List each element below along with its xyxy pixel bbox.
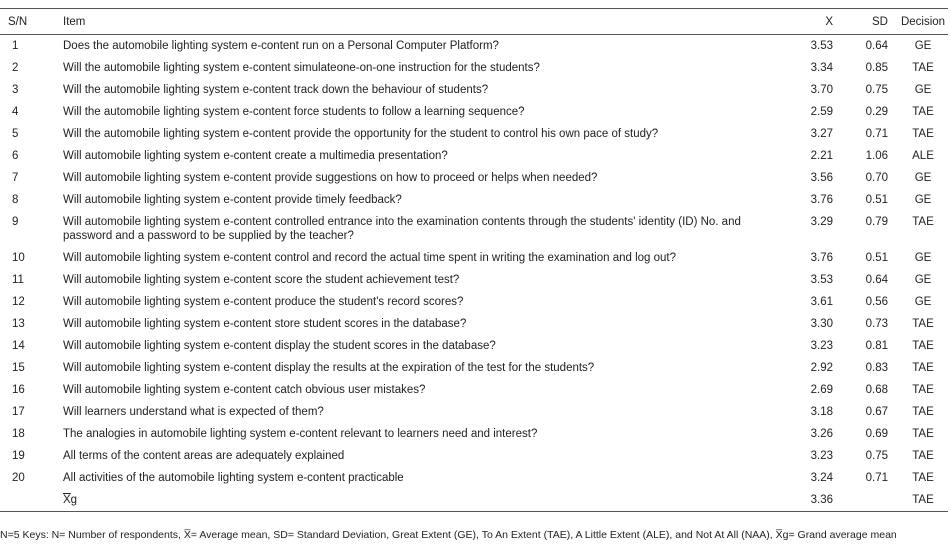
- table-row: [0, 467, 948, 489]
- cell-item: All terms of the content areas are adequately explained: [63, 450, 345, 462]
- cell-sd: 0.51: [865, 252, 888, 264]
- cell-x: 3.76: [810, 252, 833, 264]
- table-row: [0, 445, 948, 467]
- cell-sd: 0.64: [865, 274, 888, 286]
- cell-sn: 1: [12, 40, 19, 52]
- cell-decision: TAE: [912, 362, 934, 374]
- cell-sd: 0.79: [865, 216, 888, 228]
- cell-x: 3.26: [810, 428, 833, 440]
- table-row: [0, 101, 948, 123]
- cell-sn: 4: [12, 106, 19, 118]
- cell-sd: 0.71: [865, 128, 888, 140]
- cell-x: 3.56: [810, 172, 833, 184]
- table-footnote: N=5 Keys: N= Number of respondents, X̅= Average mean, SD= Standard Deviation, Great Extent (GE), To An Extent (TAE), A Little Extent (ALE), and Not At All (NAA), X̅g= Grand average mean: [0, 529, 897, 541]
- summary-x: 3.36: [779, 489, 843, 512]
- cell-item: The analogies in automobile lighting system e-content relevant to learners need and interest?: [63, 428, 538, 440]
- cell-sd: 0.71: [865, 472, 888, 484]
- table-row: [0, 291, 948, 313]
- cell-sn: 18: [12, 428, 25, 440]
- header-decision: Decision: [898, 9, 948, 35]
- cell-sd: 0.51: [865, 194, 888, 206]
- cell-item: Does the automobile lighting system e-content run on a Personal Computer Platform?: [63, 40, 499, 52]
- cell-x: 3.53: [810, 274, 833, 286]
- cell-decision: TAE: [912, 318, 934, 330]
- cell-sd: 1.06: [865, 150, 888, 162]
- cell-decision: TAE: [912, 340, 934, 352]
- cell-decision: TAE: [912, 128, 934, 140]
- cell-item: Will automobile lighting system e-content provide suggestions on how to proceed or helps when needed?: [63, 172, 598, 184]
- cell-sd: 0.75: [865, 450, 888, 462]
- cell-decision: GE: [914, 194, 932, 206]
- table-row: [0, 57, 948, 79]
- results-table: [0, 8, 948, 512]
- cell-x: 2.69: [810, 384, 833, 396]
- cell-item: Will automobile lighting system e-content catch obvious user mistakes?: [63, 384, 426, 396]
- cell-sd: 0.68: [865, 384, 888, 396]
- cell-sd: 0.83: [865, 362, 888, 374]
- table-row: [0, 167, 948, 189]
- cell-item: Will the automobile lighting system e-content force students to follow a learning sequence?: [63, 106, 525, 118]
- header-sn: S/N: [0, 9, 61, 35]
- grand-mean-symbol: $\overline{X}$: [63, 494, 71, 506]
- cell-sn: 15: [12, 362, 25, 374]
- cell-item: Will automobile lighting system e-content control and record the actual time spent in writing the examination and log out?: [63, 252, 677, 264]
- cell-sn: 10: [12, 252, 25, 264]
- cell-sd: 0.73: [865, 318, 888, 330]
- table-row: [0, 145, 948, 167]
- cell-x: 3.61: [810, 296, 833, 308]
- cell-decision: TAE: [912, 406, 934, 418]
- cell-x: 2.59: [810, 106, 833, 118]
- cell-decision: TAE: [912, 450, 934, 462]
- cell-x: 2.21: [810, 150, 833, 162]
- cell-x: 3.34: [810, 62, 833, 74]
- cell-sn: 20: [12, 472, 25, 484]
- cell-sd: 0.81: [865, 340, 888, 352]
- table-row: [0, 335, 948, 357]
- cell-decision: GE: [914, 40, 932, 52]
- cell-sd: 0.69: [865, 428, 888, 440]
- cell-sn: 3: [12, 84, 19, 96]
- table-row: [0, 379, 948, 401]
- cell-item: Will automobile lighting system e-content store student scores in the database?: [63, 318, 467, 330]
- summary-row: [0, 489, 948, 512]
- cell-sn: 6: [12, 150, 19, 162]
- cell-decision: GE: [914, 252, 932, 264]
- cell-sd: 0.29: [865, 106, 888, 118]
- cell-decision: TAE: [912, 106, 934, 118]
- cell-x: 2.92: [810, 362, 833, 374]
- cell-sd: 0.67: [865, 406, 888, 418]
- cell-decision: GE: [914, 274, 932, 286]
- cell-decision: TAE: [912, 216, 934, 228]
- cell-sn: 16: [12, 384, 25, 396]
- cell-sn: 11: [12, 274, 24, 286]
- cell-decision: TAE: [912, 428, 934, 440]
- table-row: [0, 35, 948, 58]
- cell-x: 3.53: [810, 40, 833, 52]
- table-row: [0, 211, 948, 247]
- summary-sn: [0, 489, 61, 512]
- cell-item: Will the automobile lighting system e-content provide the opportunity for the student to control his own pace of study?: [63, 128, 659, 140]
- table-row: [0, 423, 948, 445]
- cell-sd: 0.64: [865, 40, 888, 52]
- cell-item: Will automobile lighting system e-content display the student scores in the database?: [63, 340, 496, 352]
- summary-sd: [843, 489, 898, 512]
- cell-sn: 19: [12, 450, 25, 462]
- cell-sd: 0.56: [865, 296, 888, 308]
- cell-sn: 5: [12, 128, 19, 140]
- cell-x: 3.23: [810, 340, 833, 352]
- cell-x: 3.76: [810, 194, 833, 206]
- cell-decision: GE: [914, 296, 932, 308]
- table-row: [0, 401, 948, 423]
- cell-x: 3.18: [810, 406, 833, 418]
- cell-item: Will automobile lighting system e-content controlled entrance into the examination contents through the students' identity (ID) No. and password and a password to be supplied by the teacher?: [63, 216, 741, 242]
- cell-x: 3.29: [810, 216, 833, 228]
- cell-sn: 12: [12, 296, 25, 308]
- table-row: [0, 313, 948, 335]
- table-row: [0, 357, 948, 379]
- cell-sn: 13: [12, 318, 25, 330]
- cell-sd: 0.85: [865, 62, 888, 74]
- header-item: Item: [61, 9, 779, 35]
- cell-item: Will the automobile lighting system e-content track down the behaviour of students?: [63, 84, 489, 96]
- cell-sn: 9: [12, 216, 19, 228]
- table-row: [0, 269, 948, 291]
- cell-x: 3.23: [810, 450, 833, 462]
- cell-item: Will automobile lighting system e-content produce the student's record scores?: [63, 296, 464, 308]
- cell-item: Will automobile lighting system e-content provide timely feedback?: [63, 194, 402, 206]
- cell-sn: 8: [12, 194, 19, 206]
- summary-decision: TAE: [898, 489, 948, 512]
- grand-mean-suffix: g: [70, 494, 78, 506]
- cell-decision: TAE: [912, 384, 934, 396]
- summary-label: [61, 489, 779, 512]
- cell-item: All activities of the automobile lighting system e-content practicable: [63, 472, 404, 484]
- table-header: [0, 9, 948, 35]
- cell-sd: 0.75: [865, 84, 888, 96]
- cell-item: Will automobile lighting system e-content display the results at the expiration of the test for the students?: [63, 362, 595, 374]
- table-row: [0, 189, 948, 211]
- table-body: [0, 35, 948, 512]
- cell-sn: 7: [12, 172, 19, 184]
- cell-x: 3.24: [810, 472, 833, 484]
- table-row: [0, 123, 948, 145]
- cell-decision: TAE: [912, 472, 934, 484]
- cell-x: 3.30: [810, 318, 833, 330]
- cell-item: Will the automobile lighting system e-content simulateone-on-one instruction for the students?: [63, 62, 540, 74]
- cell-decision: TAE: [912, 62, 934, 74]
- cell-decision: GE: [914, 172, 932, 184]
- header-row: [0, 9, 948, 35]
- cell-item: Will automobile lighting system e-content create a multimedia presentation?: [63, 150, 448, 162]
- cell-decision: ALE: [912, 150, 934, 162]
- table-row: [0, 247, 948, 269]
- header-sd: SD: [843, 9, 898, 35]
- cell-x: 3.27: [810, 128, 833, 140]
- cell-sn: 14: [12, 340, 25, 352]
- cell-sd: 0.70: [865, 172, 888, 184]
- cell-item: Will learners understand what is expected of them?: [63, 406, 324, 418]
- table-row: [0, 79, 948, 101]
- header-x: X: [779, 9, 843, 35]
- cell-sn: 2: [12, 62, 19, 74]
- cell-item: Will automobile lighting system e-content score the student achievement test?: [63, 274, 460, 286]
- cell-decision: GE: [914, 84, 932, 96]
- cell-x: 3.70: [810, 84, 833, 96]
- cell-sn: 17: [12, 406, 25, 418]
